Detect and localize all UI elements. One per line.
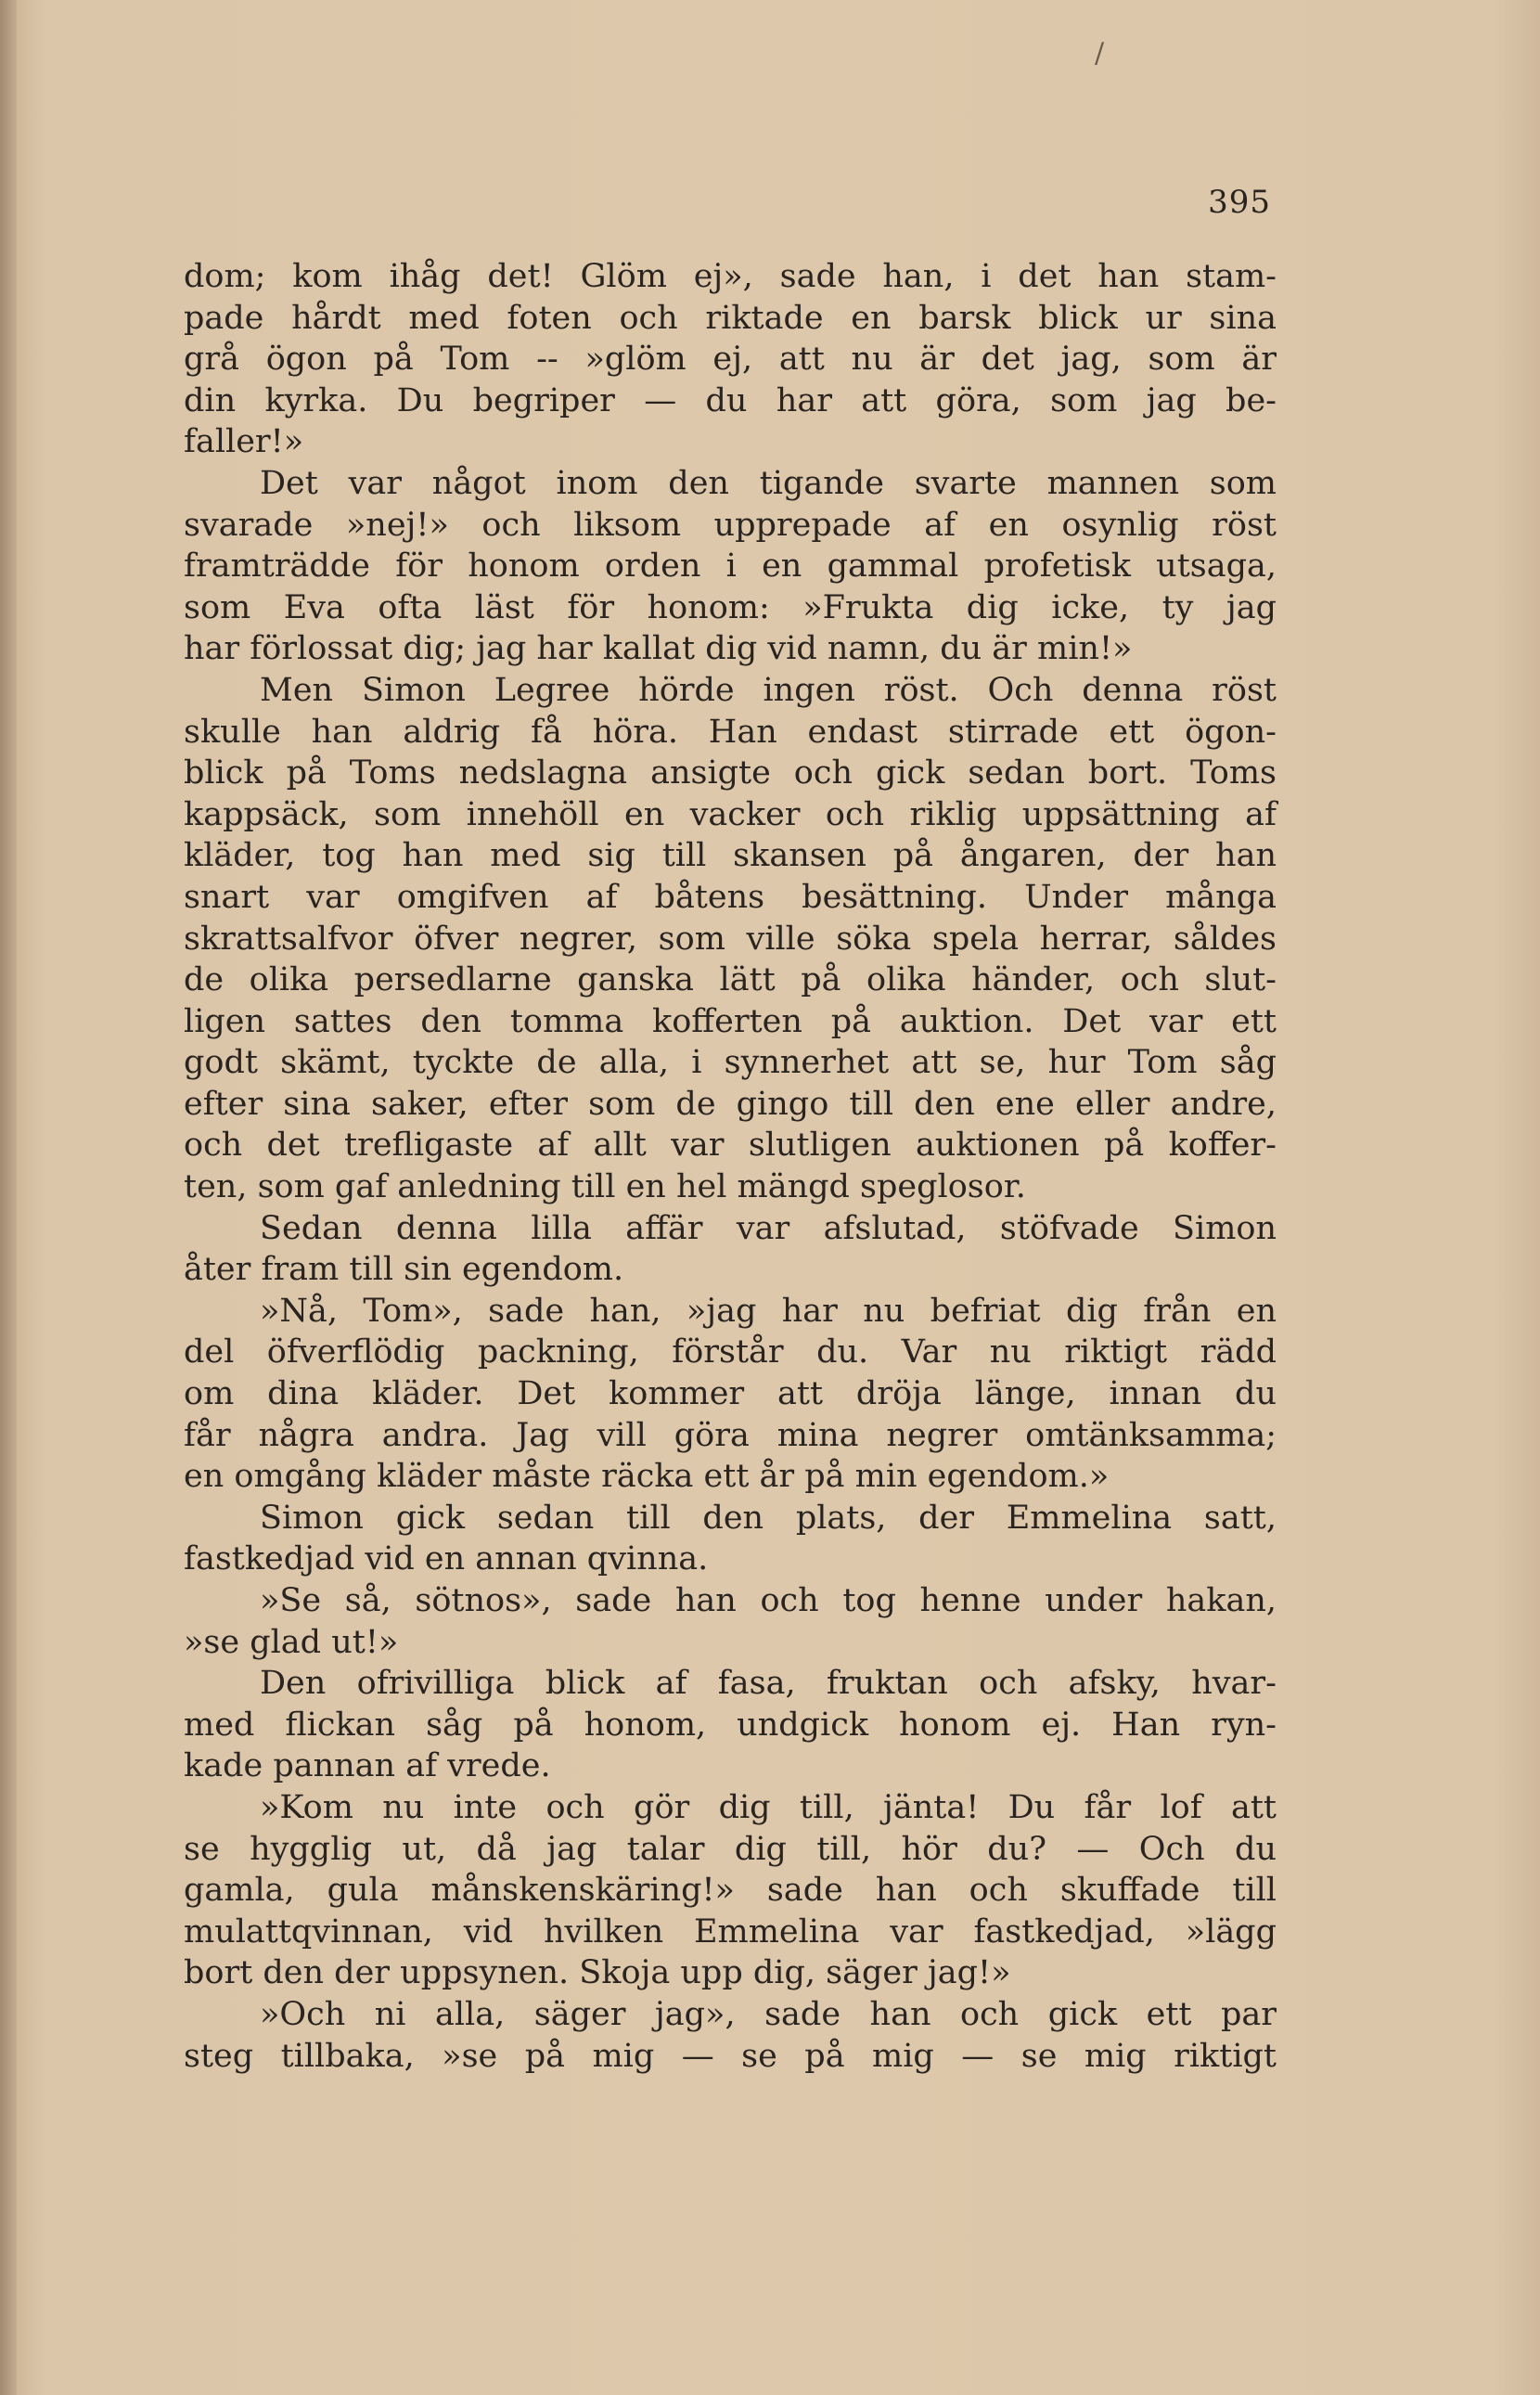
page-number: 395 [1208, 184, 1271, 221]
text-line: »Kom nu inte och gör dig till, jänta! Du får lof att [260, 1788, 1277, 1826]
body-text [184, 256, 1277, 2077]
text-line: efter sina saker, efter som de gingo till den ene eller andre, [184, 1085, 1277, 1123]
text-line: pade hårdt med foten och riktade en barsk blick ur sina [184, 299, 1277, 337]
text-line: ten, som gaf anledning till en hel mängd speglosor. [184, 1168, 1026, 1206]
text-line: de olika persedlarne ganska lätt på olika händer, och slut- [184, 961, 1277, 999]
text-line: en omgång kläder måste räcka ett år på min egendom.» [184, 1458, 1110, 1496]
text-line: mulattqvinnan, vid hvilken Emmelina var fastkedjad, »lägg [184, 1912, 1277, 1951]
text-line: blick på Toms nedslagna ansigte och gick sedan bort. Toms [184, 754, 1277, 792]
text-line: grå ögon på Tom -- »glöm ej, att nu är det jag, som är [184, 341, 1277, 379]
text-line: »Nå, Tom», sade han, »jag har nu befriat dig från en [260, 1292, 1277, 1330]
text-line: se hygglig ut, då jag talar dig till, hör du? — Och du [184, 1830, 1277, 1868]
text-line: framträdde för honom orden i en gammal profetisk utsaga, [184, 547, 1277, 586]
text-line: steg tillbaka, »se på mig — se på mig — se mig riktigt [184, 2037, 1277, 2075]
text-line: har förlossat dig; jag har kallat dig vid namn, du är min!» [184, 630, 1133, 668]
stray-ink-mark: / [1095, 37, 1105, 70]
text-line: Det var något inom den tigande svarte mannen som [260, 464, 1277, 502]
text-line: faller!» [184, 423, 304, 461]
text-line: »Och ni alla, säger jag», sade han och gick ett par [260, 1995, 1277, 2033]
text-line: Den ofrivilliga blick af fasa, fruktan och afsky, hvar- [260, 1665, 1277, 1703]
text-line: om dina kläder. Det kommer att dröja länge, innan du [184, 1375, 1277, 1413]
text-line: »se glad ut!» [184, 1623, 399, 1661]
text-line: dom; kom ihåg det! Glöm ej», sade han, i det han stam- [184, 258, 1277, 295]
page-binding-edge [0, 0, 17, 2395]
text-line: Simon gick sedan till den plats, der Emmelina satt, [260, 1499, 1277, 1537]
text-line: med flickan såg på honom, undgick honom ej. Han ryn- [184, 1706, 1277, 1744]
text-line: kade pannan af vrede. [184, 1747, 551, 1785]
text-line: som Eva ofta läst för honom: »Frukta dig icke, ty jag [184, 588, 1277, 626]
text-line: fastkedjad vid en annan qvinna. [184, 1540, 709, 1578]
text-line: godt skämt, tyckte de alla, i synnerhet att se, hur Tom såg [184, 1044, 1277, 1082]
text-line: Men Simon Legree hörde ingen röst. Och denna röst [260, 671, 1277, 709]
text-line: din kyrka. Du begriper — du har att göra, som jag be- [184, 381, 1277, 419]
text-line: skrattsalfvor öfver negrer, som ville söka spela herrar, såldes [184, 920, 1277, 958]
text-line: kappsäck, som innehöll en vacker och riklig uppsättning af [184, 795, 1277, 833]
text-line: bort den der uppsynen. Skoja upp dig, säger jag!» [184, 1954, 1011, 1992]
text-line: kläder, tog han med sig till skansen på ångaren, der han [184, 837, 1277, 875]
text-line: ligen sattes den tomma kofferten på auktion. Det var ett [184, 1002, 1277, 1040]
text-line: får några andra. Jag vill göra mina negrer omtänksamma; [184, 1416, 1277, 1454]
text-line: »Se så, sötnos», sade han och tog henne under hakan, [260, 1582, 1277, 1619]
text-line: svarade »nej!» och liksom upprepade af en osynlig röst [184, 506, 1277, 544]
text-line: skulle han aldrig få höra. Han endast stirrade ett ögon- [184, 713, 1277, 751]
text-line: och det trefligaste af allt var slutligen auktionen på koffer- [184, 1127, 1277, 1165]
text-line: snart var omgifven af båtens besättning. Under många [184, 878, 1277, 916]
text-line: Sedan denna lilla affär var afslutad, stöfvade Simon [260, 1209, 1277, 1247]
text-line: gamla, gula månskenskäring!» sade han och skuffade till [184, 1872, 1277, 1910]
text-line: del öfverflödig packning, förstår du. Var nu riktigt rädd [184, 1333, 1277, 1371]
text-line: åter fram till sin egendom. [184, 1251, 624, 1289]
